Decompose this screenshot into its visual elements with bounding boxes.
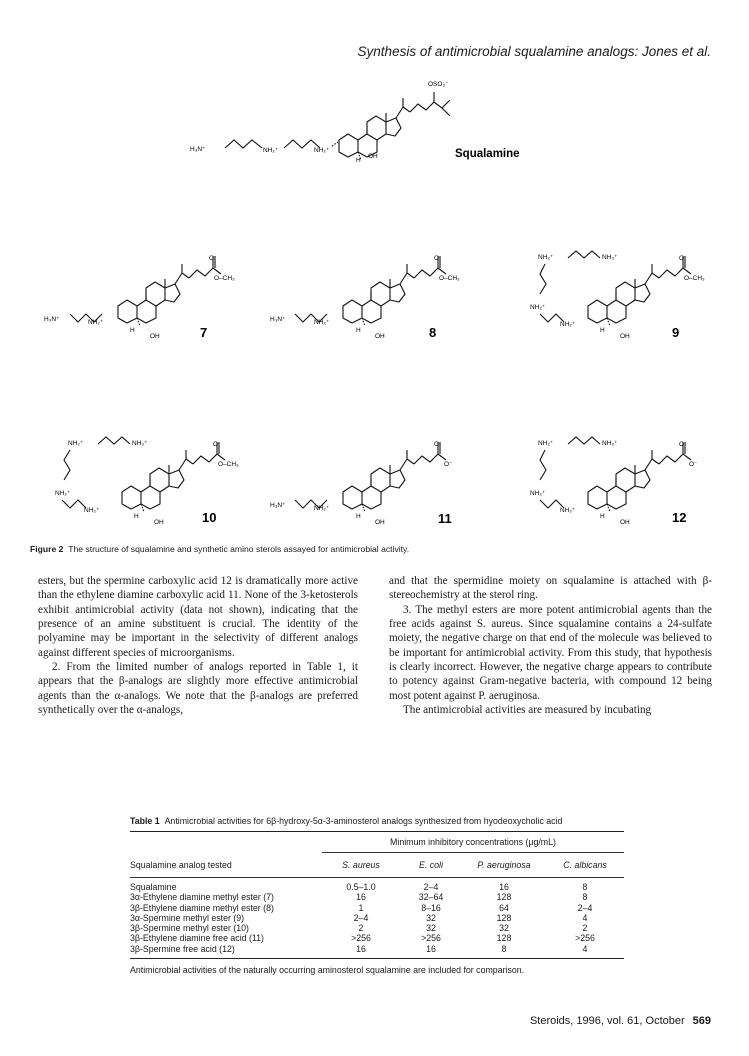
h-label: H <box>600 513 605 520</box>
mic-value-cell: 8–16 <box>421 902 441 913</box>
analog-name-cell: 3α-Spermine methyl ester (9) <box>130 912 245 923</box>
analog-name-cell: 3β-Ethylene diamine free acid (11) <box>130 933 264 944</box>
h3n-label: H₃N⁺ <box>44 316 60 323</box>
mic-value-cell: >256 <box>351 933 371 944</box>
compound-12-structure <box>530 437 698 526</box>
nh2-label: NH₂⁺ <box>314 147 330 154</box>
nh3-label: NH₃⁺ <box>602 440 618 447</box>
mic-value-cell: 8 <box>501 943 507 954</box>
squalamine-structure <box>190 81 520 164</box>
nh2-label: NH₂⁺ <box>88 319 104 326</box>
table-footnote: Antimicrobial activities of the naturally occurring aminosterol squalamine are included for comparison. <box>130 965 525 976</box>
column-header: E. coli <box>419 859 443 870</box>
och3-label: O–CH₃ <box>218 461 239 468</box>
mic-value-cell: 32–64 <box>418 892 444 903</box>
compound-number-9: 9 <box>672 325 680 340</box>
nh2-label: NH₂⁺ <box>55 490 71 497</box>
mic-value-cell: 2–4 <box>353 912 369 923</box>
compound-10-structure <box>55 437 239 526</box>
h3n-label: H₃N⁺ <box>270 316 286 323</box>
o-label: O <box>434 255 440 262</box>
oh-label: OH <box>368 153 378 160</box>
table-row <box>130 882 624 892</box>
nh3-label: NH₃⁺ <box>602 254 618 261</box>
mic-value-cell: 2–4 <box>423 882 439 892</box>
mic-table <box>130 832 624 959</box>
analog-name-cell: 3α-Ethylene diamine methyl ester (7) <box>130 892 274 903</box>
o-label: O <box>679 441 685 448</box>
compound-8-structure <box>270 255 460 340</box>
mic-value-cell: 0.5–1.0 <box>346 882 376 892</box>
figure-caption-text: The structure of squalamine and synthetic amino sterols assayed for antimicrobial activity. <box>68 544 410 554</box>
mic-value-cell: 32 <box>426 923 436 934</box>
mic-value-cell: 8 <box>582 892 588 903</box>
mic-value-cell: 16 <box>356 892 366 903</box>
table-row <box>130 944 624 954</box>
o-label: O <box>679 255 685 262</box>
mic-group-header: Minimum inhibitory concentrations (μg/mL) <box>390 836 556 847</box>
paragraph: 3. The methyl esters are more potent antimicrobial agents than the free acids against S. aureus. Since squalamine contains a 24-sulfate moiety, the negative charge on that end of the molecule was believed to be important for antimicrobial activity. From this study, that hypothesis is clearly incorrect. However, the negative charge appears to contribute to potency against Gram-negative bacteria, with compound 12 being most potent against P. aeruginosa. <box>389 603 712 702</box>
mic-value-cell: 2 <box>358 923 364 934</box>
table-caption-text: Antimicrobial activities for 6β-hydroxy-5α-3-aminosterol analogs synthesized from hyodeoxycholic acid <box>164 816 563 826</box>
paragraph: 2. From the limited number of analogs reported in Table 1, it appears that the β-analogs are slightly more effective antimicrobial agents than the α-analogs. We note that the β-analogs are preferred synthetically over the α-analogs, <box>38 661 358 717</box>
och3-label: O–CH₃ <box>439 275 460 282</box>
o-minus-label: O⁻ <box>689 461 698 468</box>
compound-number-11: 11 <box>438 511 452 526</box>
mic-value-cell: 16 <box>426 943 436 954</box>
column-header: C. albicans <box>563 859 607 870</box>
mic-value-cell: 2 <box>582 923 588 934</box>
table-label: Table 1 <box>130 816 160 826</box>
mic-value-cell: >256 <box>575 933 595 944</box>
oh-label: OH <box>375 519 385 526</box>
oh-label: OH <box>154 519 164 526</box>
oh-label: OH <box>375 333 385 340</box>
oh-label: OH <box>620 333 630 340</box>
paragraph: The antimicrobial activities are measured by incubating <box>403 704 652 717</box>
compound-number-8: 8 <box>429 325 437 340</box>
column-header: P. aeruginosa <box>477 859 531 870</box>
mic-value-cell: >256 <box>421 933 441 944</box>
column-header: S. aureus <box>342 859 380 870</box>
nh2-label: NH₂⁺ <box>560 321 576 328</box>
mic-value-cell: 4 <box>582 912 588 923</box>
h-label: H <box>130 327 135 334</box>
mic-value-cell: 8 <box>582 882 588 892</box>
table-row <box>130 913 624 923</box>
mic-value-cell: 2–4 <box>577 902 593 913</box>
o-minus-label: O⁻ <box>444 461 453 468</box>
compound-9-structure <box>530 251 705 340</box>
running-header: Synthesis of antimicrobial squalamine analogs: Jones et al. <box>357 44 711 59</box>
nh2-label: NH₂⁺ <box>538 440 554 447</box>
compound-11-structure <box>270 441 453 526</box>
o-label: O <box>209 255 215 262</box>
och3-label: O–CH₃ <box>684 275 705 282</box>
nh2-label: NH₂⁺ <box>530 490 546 497</box>
compound-number-7: 7 <box>200 325 208 340</box>
compound-7-structure <box>44 255 235 340</box>
analog-name-cell: 3β-Spermine methyl ester (10) <box>130 923 249 934</box>
analog-name-cell: 3β-Spermine free acid (12) <box>130 943 235 954</box>
page-footer <box>530 1015 711 1027</box>
nh2-label: NH₂⁺ <box>530 304 546 311</box>
mic-value-cell: 128 <box>496 912 512 923</box>
nh2-label: NH₂⁺ <box>538 254 554 261</box>
o-label: O <box>213 441 219 448</box>
table-1 <box>130 816 624 976</box>
oh-label: OH <box>620 519 630 526</box>
h-label: H <box>356 157 361 164</box>
column-header: Squalamine analog tested <box>130 859 232 870</box>
h-label: H <box>600 327 605 334</box>
nh2-label: NH₂⁺ <box>84 507 100 514</box>
mic-value-cell: 32 <box>499 923 509 934</box>
squalamine-name: Squalamine <box>455 148 520 160</box>
table-row <box>130 903 624 913</box>
oh-label: OH <box>150 333 160 340</box>
table-row <box>130 892 624 902</box>
table-caption <box>130 816 624 827</box>
analog-name-cell: Squalamine <box>130 882 177 892</box>
figure-caption-label: Figure 2 <box>30 544 64 554</box>
nh2-label: NH₂⁺ <box>263 147 279 154</box>
mic-value-cell: 64 <box>499 902 509 913</box>
table-row <box>130 933 624 943</box>
och3-label: O–CH₃ <box>214 275 235 282</box>
mic-value-cell: 4 <box>582 943 588 954</box>
mic-value-cell: 16 <box>356 943 366 954</box>
body-column-right <box>389 574 712 717</box>
mic-value-cell: 1 <box>358 902 364 913</box>
o-label: O <box>434 441 440 448</box>
page-number: 569 <box>692 1015 711 1027</box>
h3n-label: H₃N⁺ <box>270 502 286 509</box>
sulfate-label: OSO₃⁻ <box>428 81 449 88</box>
nh2-label: NH₂⁺ <box>314 319 330 326</box>
nh2-label: NH₂⁺ <box>314 505 330 512</box>
table-row <box>130 923 624 933</box>
paragraph: esters, but the spermine carboxylic acid 12 is dramatically more active than the ethylene diamine carboxylic acid 11. None of the 3-ketosterols exhibit antimicrobial activity (data not shown), indicating that the presence of an amine substituent is crucial. The identity of the polyamine may be important in the selectivity of different analogs against different species of microorganisms. <box>38 575 358 659</box>
h-label: H <box>356 327 361 334</box>
h-label: H <box>134 513 139 520</box>
mic-value-cell: 128 <box>496 892 512 903</box>
mic-value-cell: 32 <box>426 912 436 923</box>
paragraph: and that the spermidine moiety on squalamine is attached with β-stereochemistry at the sterol ring. <box>389 575 712 602</box>
journal-citation: Steroids, 1996, vol. 61, October <box>529 1015 685 1027</box>
nh2-label: NH₂⁺ <box>68 440 84 447</box>
figure-caption <box>30 544 409 554</box>
nh3-label: NH₃⁺ <box>132 440 148 447</box>
nh2-label: NH₂⁺ <box>560 507 576 514</box>
body-column-left <box>38 574 358 717</box>
compound-number-12: 12 <box>672 510 687 525</box>
analog-name-cell: 3β-Ethylene diamine methyl ester (8) <box>130 902 274 913</box>
h3n-label: H₃N⁺ <box>190 146 206 153</box>
h-label: H <box>356 513 361 520</box>
mic-value-cell: 128 <box>496 933 512 944</box>
mic-value-cell: 16 <box>499 882 509 892</box>
compound-number-10: 10 <box>202 510 217 525</box>
